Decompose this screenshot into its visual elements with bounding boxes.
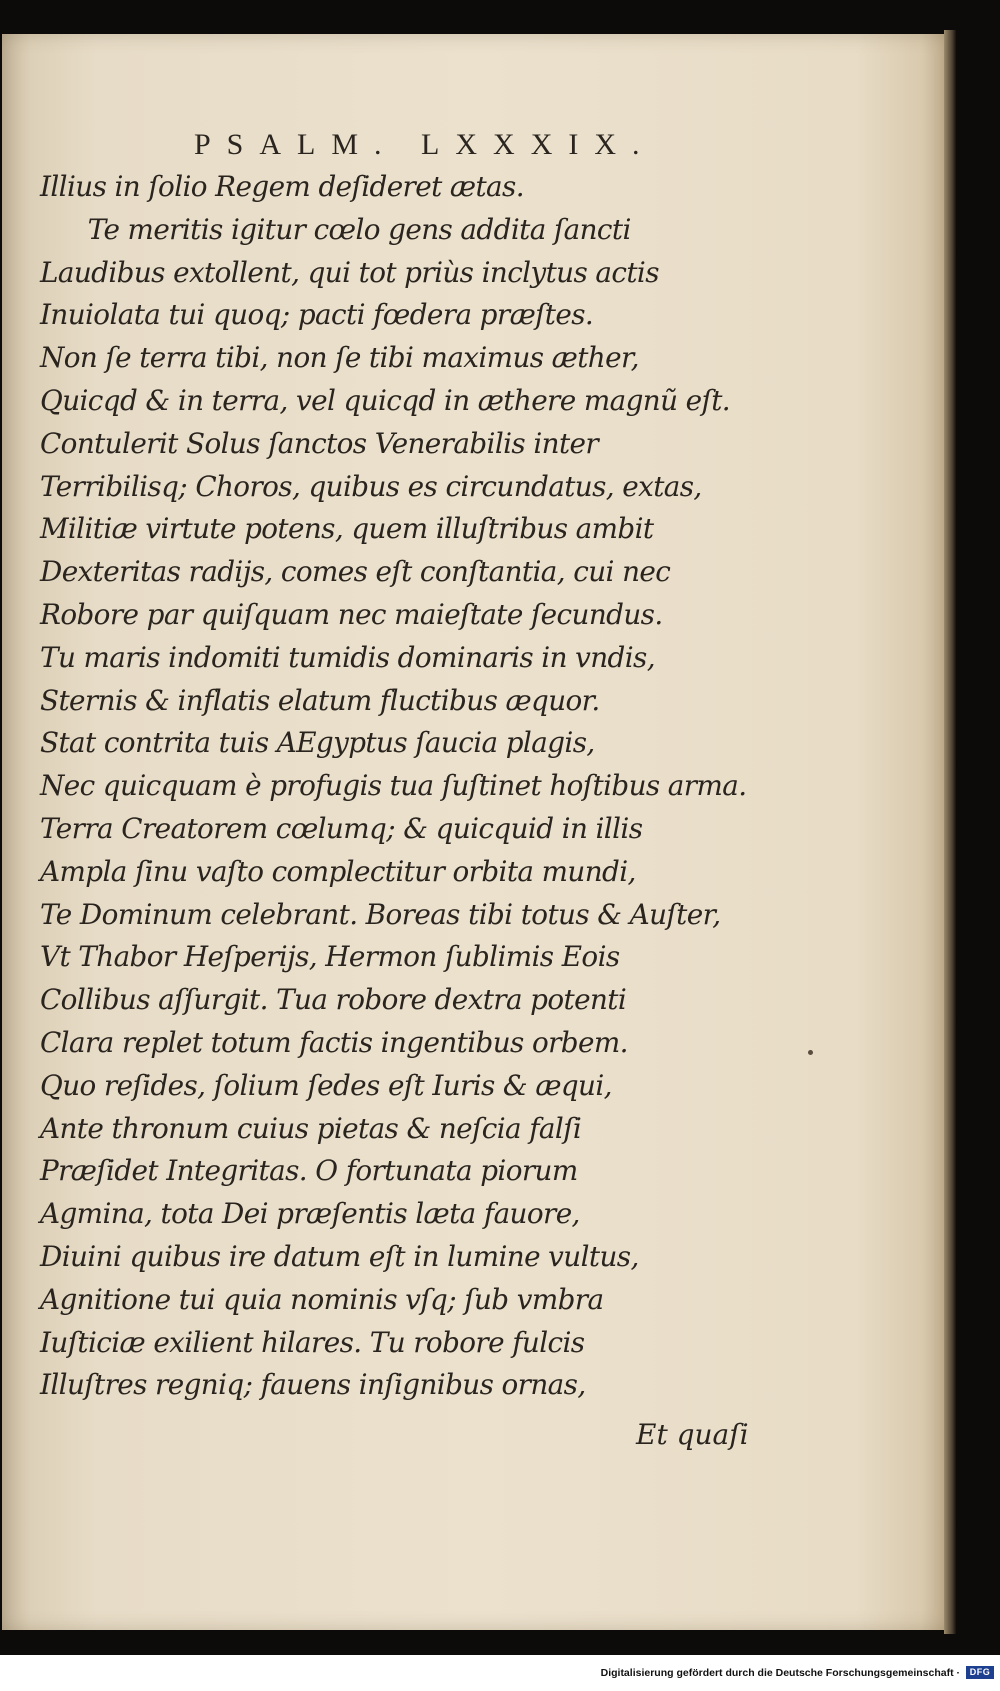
verse-line: Agnitione tui quia nominis vſq; ſub vmbra <box>40 1282 604 1316</box>
verse-line: Diuini quibus ire datum eſt in lumine vultus, <box>40 1239 639 1273</box>
funding-credit: Digitalisierung gefördert durch die Deutsche Forschungsgemeinschaft · <box>600 1667 960 1679</box>
verse-line: Terra Creatorem cœlumq; & quicquid in illis <box>40 811 643 845</box>
verse-line: Collibus aſſurgit. Tua robore dextra potenti <box>40 983 627 1017</box>
verse-line: Illius in ſolio Regem deſideret ætas. <box>40 170 524 203</box>
verse-line: Stat contrita tuis AEgyptus ſaucia plagis, <box>40 726 595 760</box>
verse-line: Laudibus extollent, qui tot priùs inclytus actis <box>40 255 659 289</box>
verse-line: Quicqd & in terra, vel quicqd in æthere magnũ eſt. <box>40 383 731 417</box>
ink-speck <box>808 1050 813 1055</box>
verse-line: Nec quicquam è profugis tua ſuſtinet hoſtibus arma. <box>40 769 747 803</box>
verse-line: Ampla ſinu vaſto complectitur orbita mundi, <box>40 854 636 888</box>
verse-line: Præſidet Integritas. O fortunata piorum <box>40 1154 578 1188</box>
page-edge-shadow <box>944 30 956 1634</box>
running-head: PSALM. LXXXIX. <box>194 128 656 161</box>
verse-line: Inuiolata tui quoq; pacti fœdera præſtes. <box>40 298 594 332</box>
psalm-verse-block <box>40 166 780 1407</box>
verse-line: Contulerit Solus ſanctos Venerabilis inter <box>40 426 599 460</box>
verse-line: Terribilisq; Choros, quibus es circundatus, extas, <box>40 469 702 503</box>
catchword: Et quaſi <box>636 1418 749 1451</box>
verse-line: Clara replet totum factis ingentibus orbem. <box>40 1025 628 1059</box>
dfg-logo-icon: DFG <box>966 1666 994 1679</box>
verse-line: Te meritis igitur cœlo gens addita ſancti <box>87 212 631 246</box>
verse-line: Militiæ virtute potens, quem illuſtribus ambit <box>40 512 654 546</box>
verse-line: Sternis & inflatis elatum fluctibus æquor. <box>40 683 600 717</box>
verse-line: Vt Thabor Heſperijs, Hermon ſublimis Eois <box>40 940 620 974</box>
verse-line: Dexteritas radijs, comes eſt conſtantia, cui nec <box>40 555 671 589</box>
verse-line: Non ſe terra tibi, non ſe tibi maximus æther, <box>40 341 639 375</box>
verse-line: Te Dominum celebrant. Boreas tibi totus & Auſter, <box>40 897 721 931</box>
verse-line: Illuſtres regniq; fauens inſignibus ornas, <box>40 1368 586 1402</box>
verse-line: Iuſticiæ exilient hilares. Tu robore fulcis <box>40 1325 585 1359</box>
verse-line: Tu maris indomiti tumidis dominaris in vndis, <box>40 640 655 674</box>
verse-line: Quo reſides, ſolium ſedes eſt Iuris & æqui, <box>40 1068 612 1102</box>
verse-line: Robore par quiſquam nec maieſtate ſecundus. <box>40 597 663 631</box>
verse-line: Ante thronum cuius pietas & neſcia falſi <box>40 1111 582 1145</box>
verse-line: Agmina, tota Dei præſentis læta fauore, <box>40 1197 580 1231</box>
